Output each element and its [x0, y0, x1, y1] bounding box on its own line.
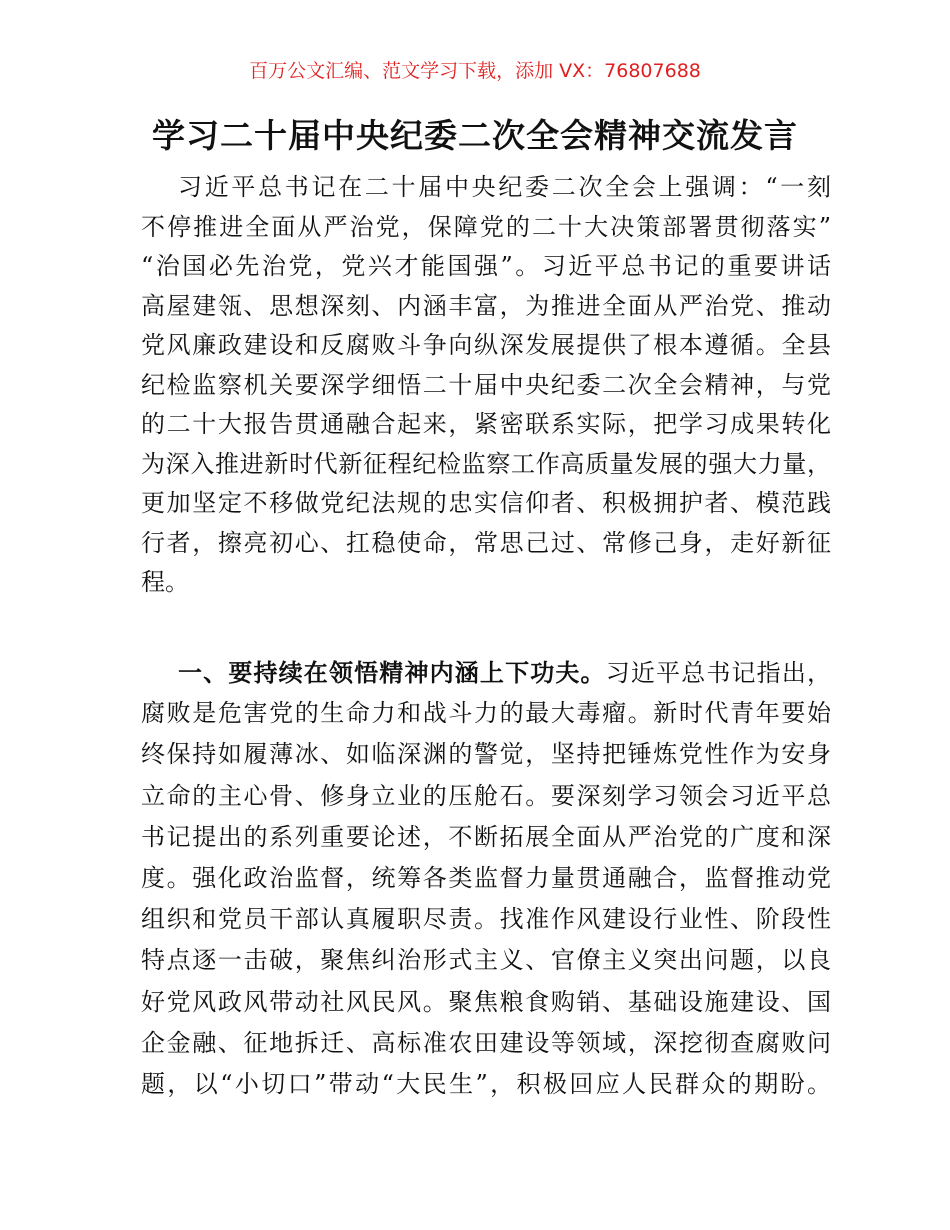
paragraph-line: 高屋建瓴、思想深刻、内涵丰富，为推进全面从严治党、推动	[141, 291, 831, 320]
paragraph-intro	[141, 168, 831, 603]
paragraph-section-1	[141, 652, 831, 1105]
paragraph-line: 度。强化政治监督，统筹各类监督力量贯通融合，监督推动党	[141, 863, 831, 892]
watermark-banner: 百万公文汇编、范文学习下载，添加 VX：76807688	[249, 60, 701, 82]
paragraph-line: 习近平总书记在二十届中央纪委二次全会上强调：“一刻	[178, 173, 831, 201]
section-heading: 一、要持续在领悟精神内涵上下功夫。	[178, 658, 606, 687]
paragraph-line: 为深入推进新时代新征程纪检监察工作高质量发展的强大力量，	[141, 449, 831, 478]
paragraph-line: 题，以“小切口”带动“大民生”，积极回应人民群众的期盼。	[141, 1069, 831, 1098]
paragraph-line: 腐败是危害党的生命力和战斗力的最大毒瘤。新时代青年要始	[141, 699, 831, 728]
paragraph-line: 组织和党员干部认真履职尽责。找准作风建设行业性、阶段性	[141, 905, 831, 934]
paragraph-line: 行者，擦亮初心、扛稳使命，常思己过、常修己身，走好新征	[141, 528, 831, 557]
paragraph-line: 纪检监察机关要深学细悟二十届中央纪委二次全会精神，与党	[141, 370, 831, 399]
paragraph-line: 特点逐一击破，聚焦纠治形式主义、官僚主义突出问题，以良	[141, 946, 831, 975]
paragraph-line: 更加坚定不移做党纪法规的忠实信仰者、积极拥护者、模范践	[141, 489, 831, 517]
paragraph-line: 程。	[141, 568, 189, 596]
paragraph-line: 立命的主心骨、修身立业的压舱石。要深刻学习领会习近平总	[141, 781, 831, 810]
paragraph-line: 的二十大报告贯通融合起来，紧密联系实际，把学习成果转化	[141, 410, 831, 438]
line-text: 习近平总书记指出，	[605, 659, 831, 687]
paragraph-line: 好党风政风带动社风民风。聚焦粮食购销、基础设施建设、国	[141, 987, 831, 1016]
document-title: 学习二十届中央纪委二次全会精神交流发言	[152, 116, 798, 155]
paragraph-line: 终保持如履薄冰、如临深渊的警觉，坚持把锤炼党性作为安身	[141, 740, 831, 769]
paragraph-line: 不停推进全面从严治党，保障党的二十大决策部署贯彻落实”	[141, 212, 831, 241]
paragraph-line: 企金融、征地拆迁、高标准农田建设等领域，深挖彻查腐败问	[141, 1028, 831, 1057]
paragraph-line	[141, 652, 831, 693]
paragraph-line: 党风廉政建设和反腐败斗争向纵深发展提供了根本遵循。全县	[141, 331, 831, 359]
paragraph-line: 书记提出的系列重要论述，不断拓展全面从严治党的广度和深	[141, 822, 831, 851]
paragraph-line: “治国必先治党，党兴才能国强”。习近平总书记的重要讲话	[141, 252, 831, 280]
